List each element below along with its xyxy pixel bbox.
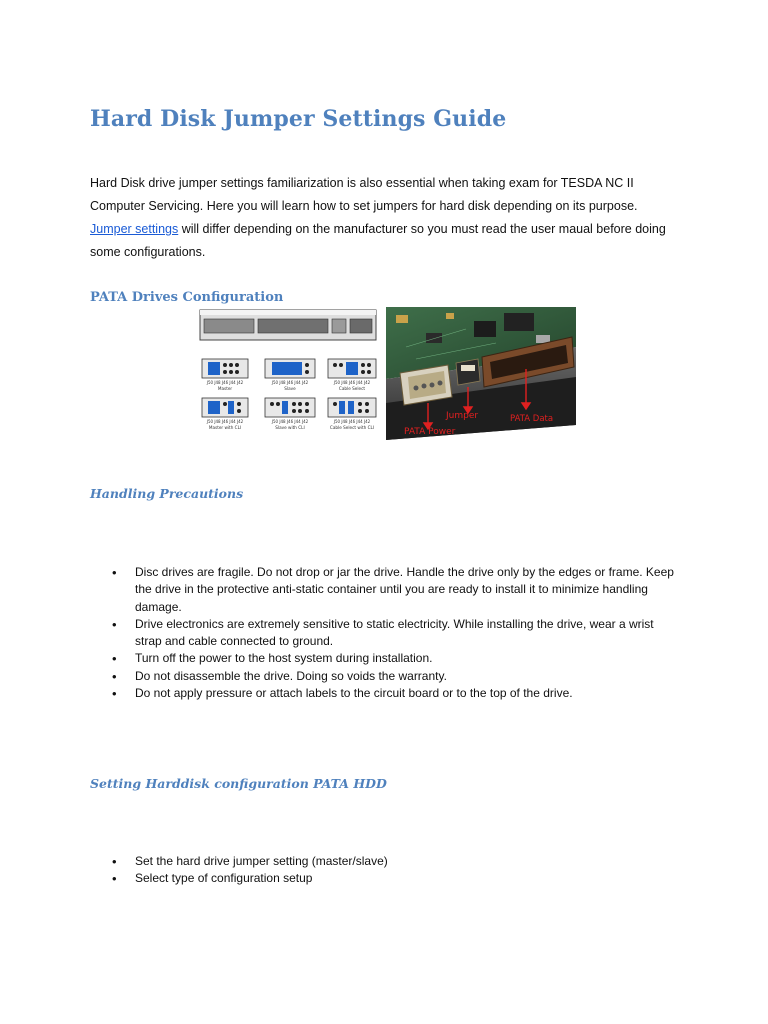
list-item: • Select type of configuration setup	[112, 870, 678, 887]
caption-cable-select: Cable Select	[338, 386, 366, 391]
caption-cable-select-cli: Cable Select with CLI	[329, 425, 375, 430]
jumper-block-cable-select-cli	[328, 398, 376, 417]
pin-label-3: J50 J48 J46 J44 J42	[333, 380, 371, 385]
jumper-block-master-cli	[202, 398, 248, 417]
list-item: • Do not disassemble the drive. Doing so voids the warranty.	[112, 668, 678, 685]
caption-slave-cli: Slave with CLI	[275, 425, 305, 430]
list-item: • Disc drives are fragile. Do not drop or jar the drive. Handle the drive only by the edges or frame. Keep the drive in the protective anti-static container until you are ready to install it to minimize handling damage.	[112, 564, 678, 616]
list-item: • Turn off the power to the host system during installation.	[112, 650, 678, 667]
drive-connectors-photo	[386, 307, 576, 440]
jumper-block-cable-select	[328, 359, 376, 378]
pin-label-4: J50 J48 J46 J44 J42	[206, 419, 244, 424]
list-item: • Set the hard drive jumper setting (master/slave)	[112, 853, 678, 870]
label-jumper: Jumper	[446, 411, 479, 421]
handling-heading: Handling Precautions	[90, 486, 244, 501]
setting-list	[112, 853, 678, 888]
pata-heading: PATA Drives Configuration	[90, 290, 284, 305]
pin-label-6: J50 J48 J46 J44 J42	[333, 419, 371, 424]
jumper-diagram-figure	[192, 307, 384, 440]
caption-master-cli: Master with CLI	[208, 425, 242, 430]
caption-master: Master	[217, 386, 233, 391]
jumper-block-slave	[265, 359, 315, 378]
label-pata-data: PATA Data	[510, 414, 554, 424]
intro-text-before-link: Hard Disk drive jumper settings familiarization is also essential when taking exam for TESDA NC II Computer Servicing. Here you will learn how to set jumpers for hard disk depending on its purpose.	[90, 176, 638, 213]
pin-label-1: J50 J48 J46 J44 J42	[206, 380, 244, 385]
jumper-connector	[456, 359, 480, 385]
list-item: • Drive electronics are extremely sensitive to static electricity. While installing the drive, wear a wrist strap and cable connected to ground.	[112, 616, 678, 651]
list-item: • Do not apply pressure or attach labels to the circuit board or to the top of the drive.	[112, 685, 678, 702]
drive-back-illustration	[200, 310, 376, 340]
caption-slave: Slave	[284, 386, 296, 391]
label-pata-power: PATA Power	[404, 427, 456, 437]
handling-list	[112, 564, 678, 702]
setting-heading: Setting Harddisk configuration PATA HDD	[90, 776, 387, 791]
pin-label-5: J50 J48 J46 J44 J42	[271, 419, 309, 424]
intro-text-after-link: will differ depending on the manufacturer so you must read the user maual before doing some configurations.	[90, 222, 666, 259]
pin-label-2: J50 J48 J46 J44 J42	[271, 380, 309, 385]
jumper-block-slave-cli	[265, 398, 315, 417]
page-title: Hard Disk Jumper Settings Guide	[90, 106, 507, 132]
jumper-settings-link[interactable]: Jumper settings	[90, 222, 179, 236]
intro-paragraph	[90, 172, 670, 264]
jumper-block-master	[202, 359, 248, 378]
